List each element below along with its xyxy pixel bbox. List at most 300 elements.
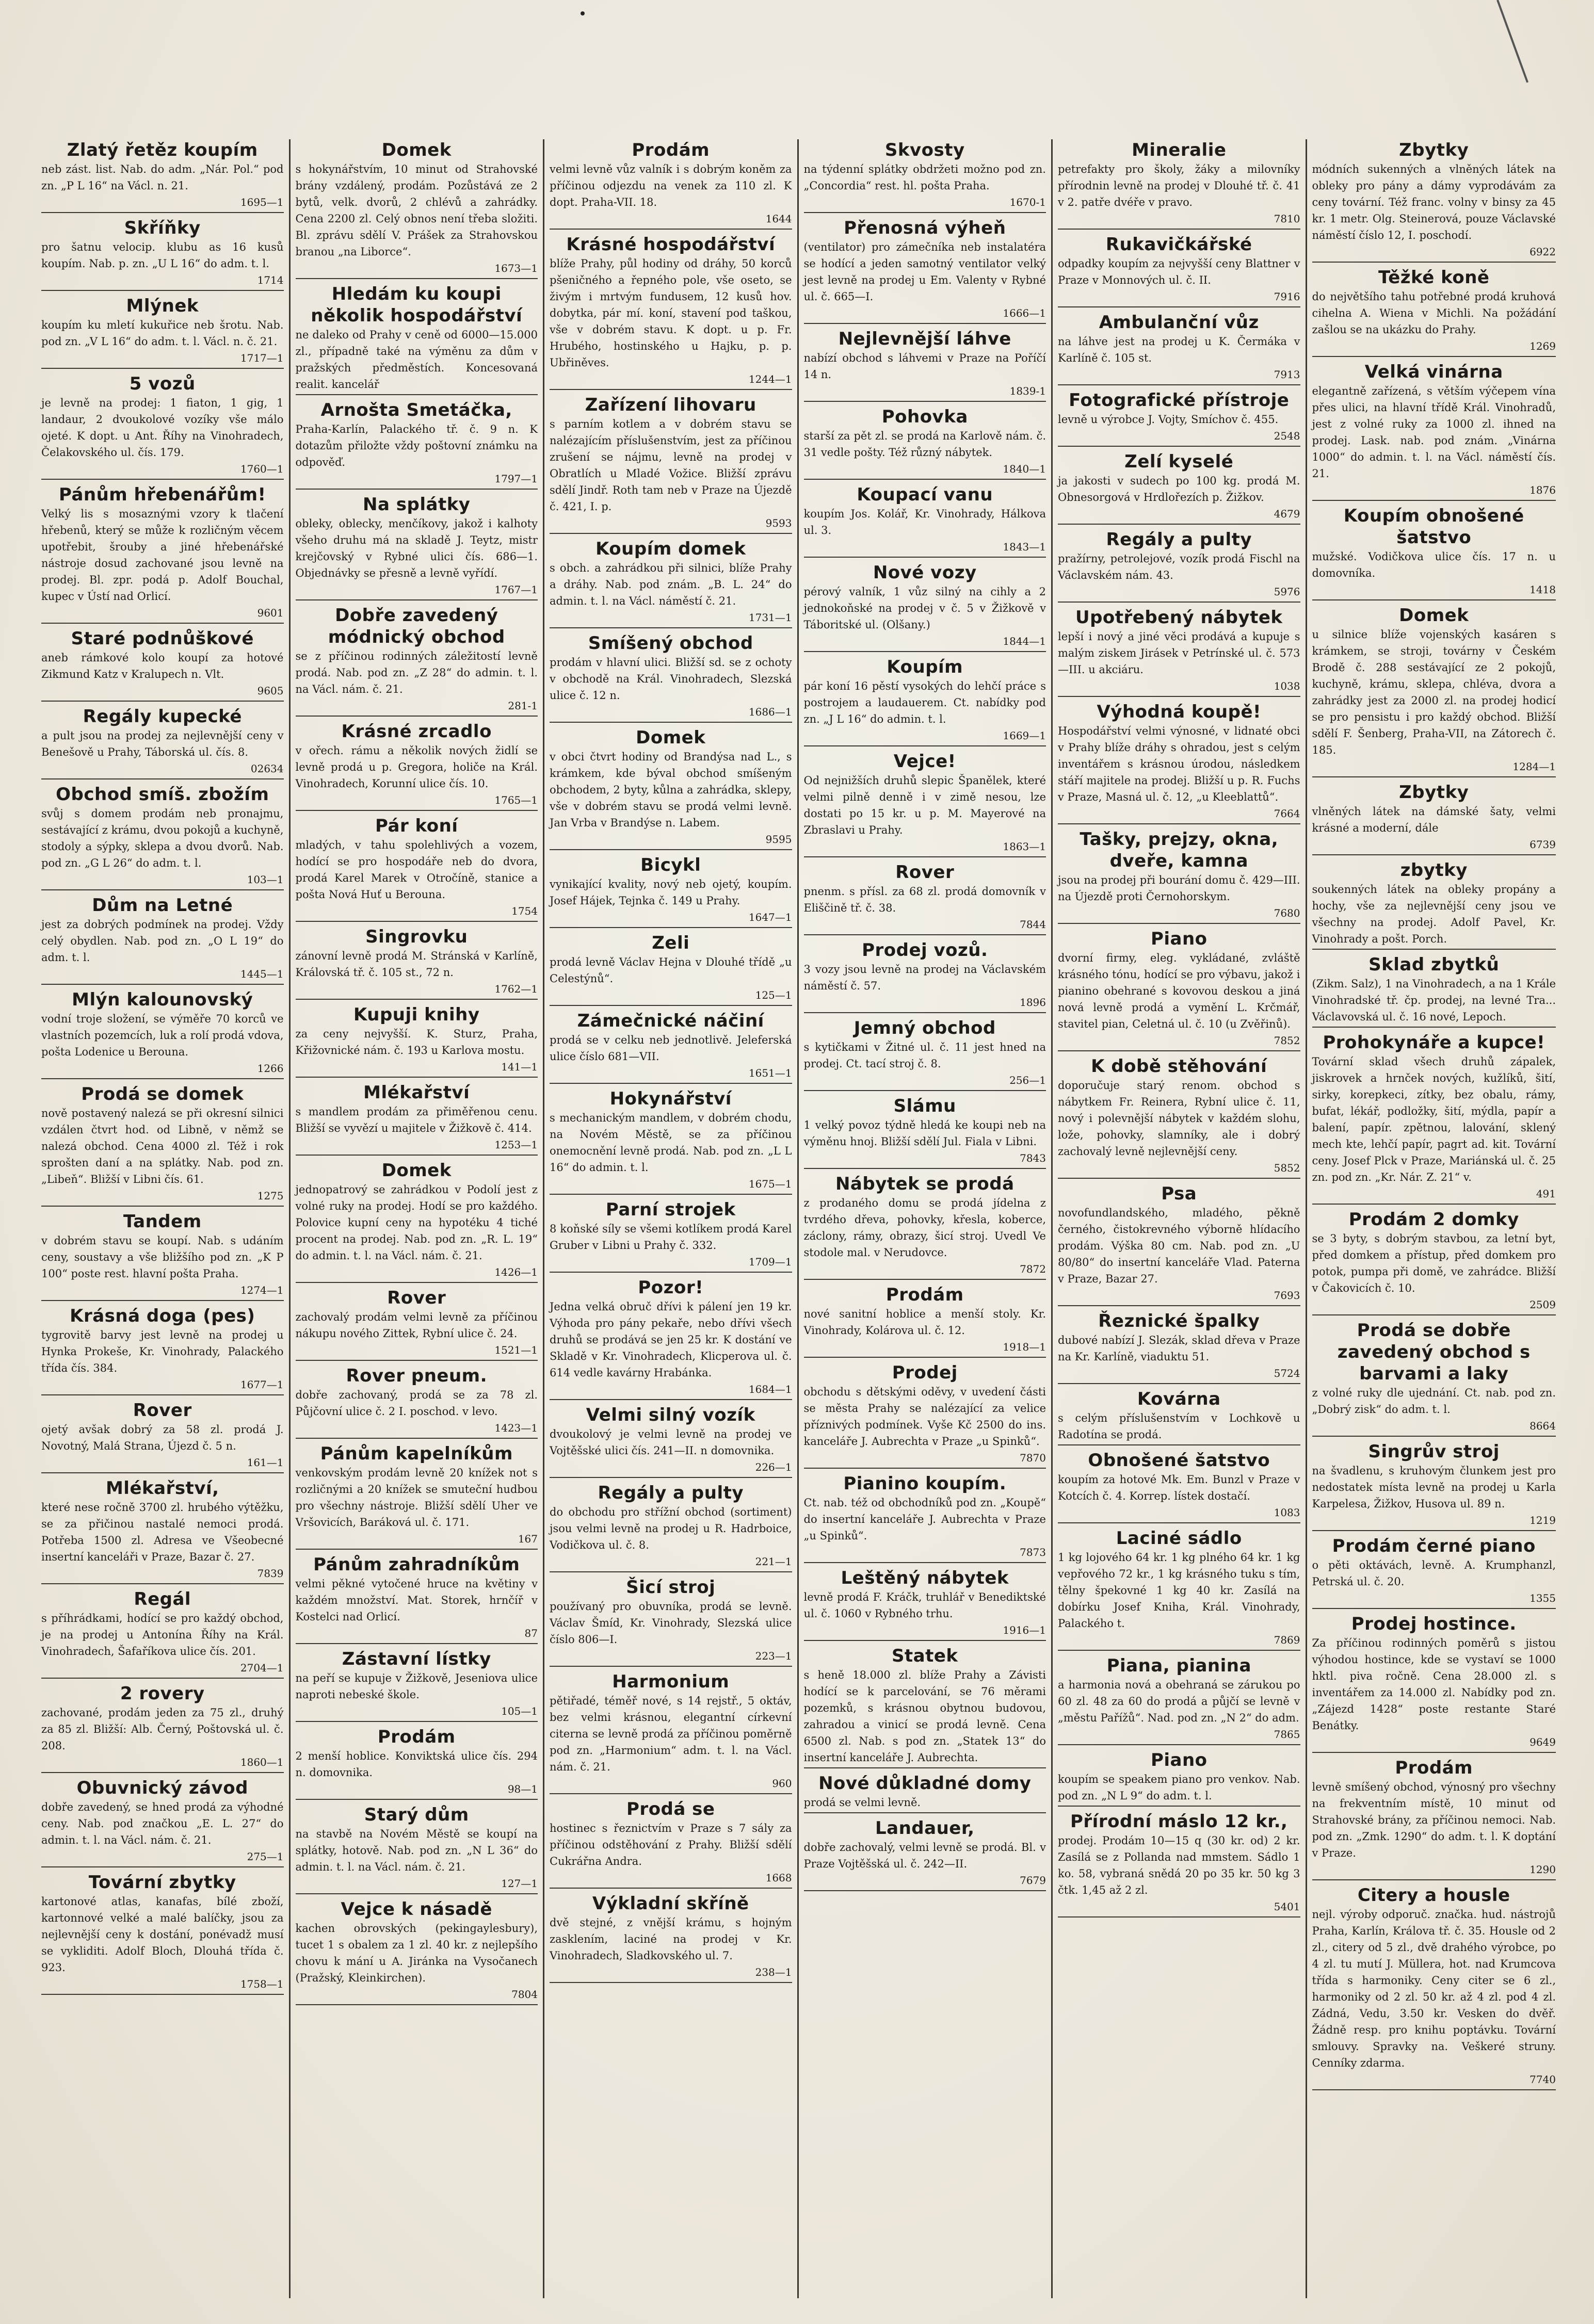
- ad-body: [804, 883, 1046, 933]
- ad-body: [41, 1421, 284, 1471]
- ad-title: Smíšený obchod: [588, 633, 753, 654]
- ad-title: Pánům zahradníkům: [313, 1554, 520, 1575]
- ad-text: prodá se velmi levně.: [803, 1796, 921, 1809]
- ad-divider: [41, 701, 284, 702]
- ad-body: [41, 1610, 284, 1676]
- ad-title: Nábytek se prodá: [835, 1174, 1015, 1194]
- classified-ad: [296, 1082, 538, 1156]
- ad-code: 87: [524, 1627, 538, 1639]
- ad-code: 1651—1: [748, 1067, 792, 1079]
- ad-body: [1058, 255, 1300, 305]
- classified-ad: [1058, 1655, 1300, 1745]
- ad-text: Za příčinou rodinných poměrů s jistou výhodou hostince, kde se vystaví se 1000 hktl. piva ročně. Cena 28.000 zl. s inventářem za 14.000 zl. Nabídky pod zn. „Zájezd 1428“ poste restante Staré Benátky.: [1312, 1637, 1556, 1732]
- ad-code: 1762—1: [494, 983, 538, 995]
- ad-divider: [1312, 1879, 1556, 1880]
- ad-title: Prodám: [377, 1727, 456, 1747]
- ad-code: 9595: [765, 833, 792, 846]
- ad-text: dvorní firmy, eleg. vykládané, zvláště krásného tónu, hodící se pro výbavu, jakož i pianino obehrané s kovovou deskou a jiná nová levně prodá a vymění L. Krčmář, stavitel pian, Celetná ul. č. 10 (u Zvěřinů).: [1058, 952, 1300, 1030]
- classified-ad: [296, 1898, 538, 2005]
- ad-divider: [41, 368, 284, 369]
- ad-divider: [550, 722, 792, 723]
- ad-body: [804, 1794, 1046, 1811]
- ad-text: pražírny, petrolejové, vozík prodá Fischl na Václavském nám. 43.: [1058, 552, 1300, 581]
- ad-code: 1670-1: [1009, 196, 1046, 208]
- ad-text: ne daleko od Prahy v ceně od 6000—15.000 zl., případně také na výměnu za dům v pražských předměstích. Koncesovaná realit. kancelář: [295, 329, 538, 391]
- classified-ad: [804, 217, 1046, 324]
- ad-code: 105—1: [501, 1705, 538, 1717]
- ad-code: 167: [518, 1533, 538, 1545]
- ad-title: Staré podnůškové: [71, 628, 254, 649]
- ad-divider: [1058, 1916, 1300, 1917]
- ad-text: s heně 18.000 zl. blíže Prahy a Závisti hodící se k parcelování, se 76 měrami pozemků, s krásnou obytnou budovou, zahradou a vinicí se prodá levně. Cena 6500 zl. Nab. s pod zn. „Statek 13“ do insertní kanceláře J. Aubrechta.: [803, 1669, 1046, 1764]
- ad-title: Skvosty: [884, 140, 965, 160]
- ad-divider: [550, 1005, 792, 1006]
- ad-body: [804, 506, 1046, 555]
- ad-body: [41, 916, 284, 982]
- ad-title: Hledám ku koupi několik hospodářství: [311, 284, 523, 326]
- ad-title: zbytky: [1400, 860, 1468, 881]
- column-2: [291, 139, 545, 2298]
- ad-code: 7664: [1274, 807, 1300, 820]
- ad-divider: [296, 394, 538, 395]
- ad-title: Ambulanční vůz: [1099, 312, 1259, 333]
- classified-ad: [41, 1588, 284, 1679]
- classified-ad: [296, 1287, 538, 1361]
- ad-text: 3 vozy jsou levně na prodej na Václavském náměstí č. 57.: [803, 963, 1046, 992]
- ad-body: [804, 1384, 1046, 1466]
- ad-body: [804, 161, 1046, 210]
- ad-code: 1083: [1274, 1506, 1300, 1519]
- ad-title: Citery a housle: [1357, 1885, 1510, 1906]
- ad-text: koupím ku mletí kukuřice neb šrotu. Nab. pod zn. „V L 16“ do adm. t. l. Václ. n. č. 21.: [41, 319, 284, 348]
- ad-code: 5724: [1274, 1367, 1300, 1379]
- ad-text: s mechanickým mandlem, v dobrém chodu, na Novém Městě, se za příčinou onemocnění levně prodá. Nab. pod zn. „L L 16“ do admin. t. l.: [550, 1112, 792, 1174]
- ad-divider: [550, 229, 792, 230]
- ad-title: Obuvnický závod: [76, 1778, 248, 1798]
- ad-divider: [1058, 1305, 1300, 1306]
- ad-code: 1355: [1529, 1592, 1556, 1604]
- ad-body: [296, 1826, 538, 1892]
- ad-text: mladých, v tahu spolehlivých a vozem, hodící se pro hospodáře neb do dvora, prodá Karel Marek v Otročíně, stanice a pošta Nová Huť u Berouna.: [295, 839, 538, 901]
- ad-divider: [1058, 1806, 1300, 1807]
- ad-divider: [296, 1799, 538, 1800]
- classified-ad: [1312, 1441, 1556, 1531]
- classified-ad: [296, 1554, 538, 1644]
- ad-divider: [550, 1477, 792, 1478]
- ad-body: [41, 805, 284, 888]
- ad-title: Prohokynáře a kupce!: [1323, 1032, 1545, 1053]
- ad-text: (ventilator) pro zámečníka neb instalatéra se hodící a jeden samotný ventilator velký jest levně na prodej u Em. Valenty v Rybné ul. č. 665—I.: [803, 241, 1046, 303]
- ad-body: [1312, 1385, 1556, 1434]
- ad-title: Obnošené šatstvo: [1088, 1450, 1270, 1471]
- ad-text: v ořech. rámu a několik nových židlí se levně prodá u p. Gregora, holiče na Král. Vinohradech, Korunní ulice čís. 10.: [295, 744, 538, 790]
- ad-title: Prodám černé piano: [1332, 1536, 1536, 1556]
- ad-body: [550, 1693, 792, 1792]
- ad-body: [296, 948, 538, 997]
- classified-ad: [41, 1083, 284, 1207]
- ad-body: [41, 1327, 284, 1393]
- ad-text: prodám v hlavní ulici. Bližší sd. se z ochoty v obchodě na Král. Vinohradech, Slezská ulice č. 12 n.: [550, 656, 792, 702]
- ad-divider: [1312, 500, 1556, 501]
- ad-divider: [296, 716, 538, 717]
- ad-divider: [1058, 696, 1300, 697]
- ad-text: jsou na prodej při bourání domu č. 429—III. na Újezdě proti Černohorskym.: [1058, 874, 1300, 903]
- ad-title: Tovární zbytky: [88, 1872, 236, 1893]
- classified-ad: [1058, 607, 1300, 697]
- ad-title: Nové vozy: [873, 562, 977, 583]
- classified-ad: [804, 751, 1046, 857]
- ad-divider: [296, 1360, 538, 1361]
- ad-code: 125—1: [755, 989, 792, 1001]
- ad-title: Rover: [133, 1400, 192, 1421]
- ad-code: 98—1: [507, 1783, 538, 1795]
- ad-body: [804, 1839, 1046, 1889]
- ad-text: s celým příslušenstvím v Lochkově u Radotína se prodá.: [1058, 1412, 1300, 1441]
- ad-body: [41, 1704, 284, 1770]
- ad-code: 4679: [1274, 508, 1300, 520]
- ad-text: zachovalý prodám velmi levně za příčinou nákupu nového Zittek, Rybní ulice č. 24.: [295, 1311, 538, 1340]
- ad-divider: [804, 1640, 1046, 1641]
- ad-text: do obchodu pro střížní obchod (sortiment) jsou velmi levně na prodej u R. Hadrboice, Vodičkova ul. č. 8.: [550, 1506, 792, 1551]
- ad-body: [550, 1426, 792, 1475]
- ad-body: [296, 1670, 538, 1719]
- ad-body: [296, 742, 538, 808]
- ad-text: starší za pět zl. se prodá na Karlově nám. č. 31 vedle pošty. Též různý nábytek.: [803, 430, 1046, 459]
- ad-text: mužské. Vodičkova ulice čís. 17 n. u domovníka.: [1312, 550, 1556, 579]
- ad-body: [804, 1117, 1046, 1166]
- ad-text: pérový valník, 1 vůz silný na cihly a 2 jednokoňské na prodej v č. 5 v Žižkově v Táboritské ul. (Olšany.): [803, 586, 1046, 631]
- classified-ad: [550, 1277, 792, 1400]
- classified-ad: [1312, 1320, 1556, 1437]
- ad-code: 1244—1: [748, 373, 792, 385]
- classified-ad: [1312, 1884, 1556, 2090]
- ad-body: [41, 1499, 284, 1582]
- ad-text: Tovární sklad všech druhů zápalek, jiskrovek a hrnček nových, kužlíků, šití, sirky, korepkeci, zítky, bez obalu, rámy, bufat, lékář, podložky, šití, mýdla, papír a balení, papír. zpětnou, lalování, sklený mech kte, lehčí papír, pagrt ad. kit. Tovární ceny. Josef Plck v Praze, Mariánská ul. č. 25 zn. pod zn. „Kr. Nár. Z. 21“ v.: [1312, 1055, 1556, 1183]
- ad-code: 1760—1: [240, 463, 284, 475]
- ad-divider: [1058, 446, 1300, 447]
- ad-title: Pianino koupím.: [843, 1473, 1007, 1494]
- ad-text: obchodu s dětskými oděvy, v uvedení části se města Prahy se nalézající za velice příznivých podmínek. Vyše Kč 2500 do ins. kanceláře J. Aubrechta v Praze „u Spinků“.: [803, 1386, 1046, 1448]
- ad-divider: [1058, 1744, 1300, 1745]
- ad-body: [1058, 950, 1300, 1049]
- ad-title: Parní strojek: [605, 1199, 736, 1220]
- ad-divider: [804, 1812, 1046, 1813]
- ad-text: na týdenní splátky obdržeti možno pod zn. „Concordia“ rest. hl. pošta Praha.: [803, 163, 1046, 192]
- classified-ad: [550, 234, 792, 390]
- ad-text: na peří se kupuje v Žižkově, Jeseniova ulice naproti nebeské škole.: [295, 1672, 538, 1701]
- ad-title: Rover: [895, 862, 955, 883]
- ad-body: [804, 1589, 1046, 1638]
- ad-body: [296, 1748, 538, 1797]
- ad-code: 103—1: [247, 873, 284, 886]
- ad-divider: [296, 2004, 538, 2005]
- ad-title: Na splátky: [363, 494, 471, 515]
- ad-title: Piano: [1150, 929, 1207, 949]
- ad-text: Velký lis s mosaznými vzory k tlačení hřebenů, který se může k rozličným věcem upotřebit, šrouby a jiné hřebenářské nástroje dosud zachované jsou levně na prodej. Bl. zpr. podá p. Adolf Bouchal, kupec v Ústí nad Orlicí.: [41, 508, 284, 603]
- ad-title: Starý dům: [364, 1805, 469, 1825]
- ad-code: 275—1: [247, 1850, 284, 1863]
- ad-divider: [41, 984, 284, 985]
- classified-ad: [1058, 1749, 1300, 1807]
- classified-ad: [1058, 451, 1300, 525]
- classified-ad: [804, 562, 1046, 652]
- classified-ad: [296, 494, 538, 600]
- classified-ad: [41, 373, 284, 480]
- ad-title: Řeznické špalky: [1098, 1311, 1260, 1331]
- ad-title: Zbytky: [1399, 140, 1469, 160]
- column-1: [36, 139, 291, 2298]
- ad-body: [550, 1032, 792, 1081]
- ad-text: s mandlem prodám za přiměřenou cenu. Bližší se vyvězí u majitele v Žižkově č. 414.: [295, 1106, 538, 1134]
- ad-divider: [804, 401, 1046, 402]
- ad-code: 1840—1: [1003, 463, 1046, 475]
- ad-divider: [804, 557, 1046, 558]
- classified-ad: [550, 1010, 792, 1084]
- ad-title: Bicykl: [640, 855, 701, 875]
- ad-text: je levně na prodej: 1 fiaton, 1 gig, 1 landaur, 2 dvoukolové vozíky vše málo ojeté. K dopt. u Ant. Říhy na Vinohradech, Čelakovského ul. čís. 179.: [41, 397, 284, 459]
- printing-dot: [581, 11, 585, 15]
- ad-text: (Zikm. Salz), 1 na Vinohradech, a na 1 Krále Vinohradské tř. čp. prodej, na levné Tra... Václavovská ul. č. 16 nové, Lepoch.: [1312, 978, 1556, 1023]
- ad-body: [804, 1306, 1046, 1355]
- ad-code: 1675—1: [748, 1178, 792, 1190]
- ad-title: Prodá se: [626, 1799, 715, 1819]
- ad-divider: [1312, 854, 1556, 855]
- classified-ad: [1312, 139, 1556, 263]
- ad-body: [296, 1309, 538, 1358]
- ad-divider: [804, 934, 1046, 935]
- ad-text: doporučuje starý renom. obchod s nábytkem Fr. Reinera, Rybní ulice č. 11, nový i polevnější nábytek v každém slohu, lože, pohovky, slamníky, ale i dobrý zachovalý levně nejlevnější ceny.: [1058, 1079, 1300, 1158]
- ad-text: na švadlenu, s kruhovým člunkem jest pro nedostatek místa levně na prodej u Karla Karpelesa, Žižkov, Husova ul. 89 n.: [1312, 1465, 1556, 1510]
- ad-body: [550, 255, 792, 387]
- ad-title: Leštěný nábytek: [841, 1568, 1009, 1588]
- ad-code: 7839: [257, 1567, 284, 1580]
- ad-divider: [296, 1549, 538, 1550]
- ad-divider: [550, 627, 792, 628]
- ad-text: dvoukolový je velmi levně na prodej ve Vojtěšské ulici čís. 241—II. n domovnika.: [550, 1428, 792, 1457]
- ad-title: Rover: [387, 1288, 446, 1308]
- classified-ad: [41, 1872, 284, 1995]
- ad-title: Koupím domek: [595, 539, 746, 559]
- ad-body: [1312, 288, 1556, 354]
- classified-ad: [804, 406, 1046, 480]
- ad-body: [41, 161, 284, 210]
- ad-title: Zlatý řetěz koupím: [67, 140, 258, 160]
- ad-title: Obchod smíš. zbožím: [56, 784, 269, 805]
- ad-divider: [1058, 384, 1300, 385]
- classified-columns: [36, 139, 1561, 2298]
- ad-title: Prodá se domek: [81, 1084, 244, 1104]
- classified-ad: [41, 1211, 284, 1301]
- ad-divider: [1058, 229, 1300, 230]
- ad-code: 1863—1: [1003, 840, 1046, 853]
- ad-code: 1754: [511, 905, 538, 917]
- ad-divider: [550, 1888, 792, 1889]
- ad-divider: [41, 1472, 284, 1473]
- ad-text: koupím Jos. Kolář, Kr. Vinohrady, Hálkova ul. 3.: [803, 508, 1046, 537]
- ad-body: [804, 772, 1046, 855]
- ad-divider: [550, 1571, 792, 1572]
- ad-code: 7913: [1274, 368, 1300, 381]
- ad-text: s hokynářstvím, 10 minut od Strahovské brány vzdálený, prodám. Pozůstává ze 2 bytů, velk. dvorů, 2 chlévů a zahrádky. Cena 2200 zl. Celý obnos není třeba složiti. Bl. zprávu sdělí V. Prášek za Strahovskou branou „na Liborce“.: [295, 163, 538, 258]
- ad-body: [41, 395, 284, 477]
- ad-code: 7869: [1274, 1634, 1300, 1646]
- ad-title: Kupuji knihy: [353, 1004, 480, 1025]
- ad-text: nabízí obchod s láhvemi v Praze na Poříčí 14 n.: [803, 352, 1046, 381]
- ad-title: Mlýn kalounovský: [72, 989, 253, 1010]
- ad-code: 161—1: [247, 1456, 284, 1469]
- ad-divider: [41, 1678, 284, 1679]
- ad-text: pro šatnu velocip. klubu as 16 kusů koupím. Nab. p. zn. „U L 16“ do adm. t. l.: [41, 241, 284, 270]
- ad-code: 1896: [1020, 996, 1046, 1009]
- ad-code: 7693: [1274, 1289, 1300, 1302]
- classified-ad: [1058, 701, 1300, 824]
- classified-ad: [41, 895, 284, 985]
- ad-body: [804, 350, 1046, 399]
- ad-code: 1916—1: [1003, 1624, 1046, 1636]
- ad-divider: [296, 278, 538, 279]
- ad-title: Kovárna: [1137, 1389, 1221, 1409]
- ad-body: [804, 1667, 1046, 1766]
- ad-title: Domek: [636, 727, 706, 748]
- ad-text: 2 menší hoblice. Konviktská ulice čís. 294 n. domovnika.: [295, 1750, 538, 1779]
- ad-body: [804, 239, 1046, 321]
- page-fold-line: [1496, 0, 1528, 83]
- ad-divider: [296, 1438, 538, 1439]
- ad-title: Jemný obchod: [854, 1018, 996, 1038]
- classified-ad: [296, 1726, 538, 1800]
- ad-divider: [804, 1279, 1046, 1280]
- ad-code: 1275: [257, 1190, 284, 1202]
- ad-text: 8 koňské síly se všemi kotlíkem prodá Karel Gruber v Libni u Prahy č. 332.: [550, 1223, 792, 1252]
- ad-text: z volné ruky dle ujednání. Ct. nab. pod zn. „Dobrý zisk“ do adm. t. l.: [1312, 1387, 1556, 1416]
- ad-divider: [1312, 1027, 1556, 1028]
- ad-code: 1274—1: [240, 1284, 284, 1296]
- ad-body: [550, 1110, 792, 1192]
- ad-title: Prodej hostince.: [1351, 1614, 1517, 1634]
- ad-code: 1686—1: [748, 706, 792, 718]
- ad-divider: [41, 1300, 284, 1301]
- ad-divider: [296, 489, 538, 490]
- ad-divider: [1058, 602, 1300, 603]
- ad-body: [804, 1039, 1046, 1088]
- ad-body: [41, 649, 284, 699]
- ad-title: Laciné sádlo: [1116, 1528, 1242, 1549]
- classified-ad: [550, 538, 792, 628]
- ad-text: používaný pro obuvníka, prodá se levně. Václav Šmíd, Kr. Vinohrady, Slezská ulice číslo 806—I.: [550, 1600, 792, 1646]
- classified-ad: [41, 1400, 284, 1473]
- ad-divider: [296, 599, 538, 600]
- classified-ad: [1312, 782, 1556, 855]
- ad-text: Od nejnižších druhů slepic Španělek, které velmi pilně denně i v zimě nesou, lze dostati po 15 kr. u p. M. Mayerové na Zbraslavi u Prahy.: [803, 774, 1046, 836]
- ad-title: Vejce k násadě: [341, 1899, 492, 1920]
- ad-body: [550, 654, 792, 720]
- ad-title: Koupím obnošené šatstvo: [1343, 506, 1524, 548]
- ad-code: 7740: [1529, 2073, 1556, 2086]
- ad-divider: [804, 212, 1046, 213]
- classified-ad: [1058, 928, 1300, 1051]
- ad-title: Přírodní máslo 12 kr.,: [1070, 1811, 1288, 1832]
- ad-title: Dům na Letné: [92, 895, 233, 916]
- classified-ad: [1058, 1450, 1300, 1523]
- ad-body: [550, 560, 792, 626]
- ad-title: Arnošta Smetáčka,: [320, 400, 512, 420]
- classified-ad: [804, 1817, 1046, 1891]
- ad-body: [1058, 161, 1300, 227]
- classified-ad: [550, 1798, 792, 1889]
- ad-title: Vejce!: [893, 751, 956, 772]
- ad-text: se z příčinou rodinných záležitostí levně prodá. Nab. pod zn. „Z 28“ do admin. t. l. na Václ. nám. č. 21.: [295, 650, 538, 695]
- ad-code: 1797—1: [494, 473, 538, 485]
- ad-code: 9593: [765, 517, 792, 529]
- ad-code: 7865: [1274, 1728, 1300, 1741]
- ad-divider: [1058, 1178, 1300, 1179]
- ad-text: vodní troje složení, se výměře 70 korců ve vlastních pozemcích, luk a rolí prodá vdova, pošta Lodenice u Berouna.: [41, 1013, 284, 1058]
- ad-divider: [1312, 1752, 1556, 1753]
- classified-ad: [296, 1004, 538, 1078]
- ad-divider: [1312, 1608, 1556, 1609]
- ad-divider: [550, 927, 792, 928]
- ad-divider: [41, 889, 284, 890]
- ad-divider: [804, 323, 1046, 324]
- ad-body: [1312, 161, 1556, 260]
- ad-text: prodej. Prodám 10—15 q (30 kr. od) 2 kr. Zasílá se z Pollanda nad mmstem. Sádlo 1 ko. 58, vybraná snědá 20 po 35 kr. 50 kg 3 čtk. 1,45 až 2 zl.: [1058, 1834, 1300, 1896]
- ad-title: Tandem: [123, 1211, 202, 1232]
- ad-body: [296, 515, 538, 598]
- ad-body: [41, 1799, 284, 1865]
- ad-title: Pozor!: [638, 1277, 704, 1298]
- ad-divider: [804, 1012, 1046, 1013]
- ad-code: 8664: [1529, 1420, 1556, 1432]
- ad-body: [550, 1914, 792, 1980]
- ad-title: Singrovku: [365, 927, 468, 947]
- classified-ad: [296, 1804, 538, 1894]
- ad-title: Pánům hřebenářům!: [58, 484, 266, 505]
- ad-body: [550, 1298, 792, 1397]
- ad-divider: [1058, 524, 1300, 525]
- ad-text: levně prodá F. Kráčk, truhlář v Benediktské ul. č. 1060 v Rybného trhu.: [803, 1591, 1046, 1620]
- ad-body: [550, 161, 792, 227]
- classified-ad: [804, 328, 1046, 402]
- classified-ad: [1312, 1209, 1556, 1315]
- classified-ad: [1058, 1388, 1300, 1445]
- ad-text: na láhve jest na prodej u K. Čermáka v Karlíně č. 105 st.: [1058, 335, 1300, 364]
- ad-text: nově postavený nalezá se při okresní silnici vzdálen čtvrt hod. od Libně, v němž se nalezá obchod. Cena 4000 zl. Též i rok sprošten daní a na splátky. Nab. pod zn. „Libeň“. Bližší v Libni čís. 61.: [41, 1107, 284, 1185]
- classified-ad: [296, 283, 538, 395]
- ad-title: Skříňky: [124, 218, 201, 238]
- ad-text: o pěti oktávách, levně. A. Krumphanzl, Petrská ul. č. 20.: [1312, 1559, 1556, 1588]
- classified-ad: [296, 1648, 538, 1722]
- ad-code: 7870: [1020, 1452, 1046, 1464]
- ad-divider: [1058, 1444, 1300, 1445]
- ad-body: [1058, 1549, 1300, 1648]
- ad-text: zachované, prodám jeden za 75 zl., druhý za 85 zl. Bližší: Alb. Černý, Poštovská ul. č. 208.: [41, 1707, 284, 1752]
- ad-code: 238—1: [755, 1966, 792, 1978]
- ad-divider: [296, 999, 538, 1000]
- ad-code: 1860—1: [240, 1756, 284, 1768]
- ad-text: pár koní 16 pěstí vysokých do lehčí práce s postrojem a laudauerem. Ct. nabídky pod zn. „J L 16“ do admin. t. l.: [803, 680, 1046, 725]
- ad-body: [1312, 1053, 1556, 1202]
- ad-code: 1677—1: [240, 1378, 284, 1391]
- classified-ad: [1312, 1757, 1556, 1880]
- ad-code: 1767—1: [494, 583, 538, 596]
- ad-divider: [296, 1155, 538, 1156]
- ad-divider: [41, 290, 284, 291]
- ad-title: Statek: [891, 1646, 958, 1666]
- ad-text: Praha-Karlín, Palackého tř. č. 9 n. K dotazům přiložte vždy poštovní známku na odpověď.: [295, 423, 538, 468]
- ad-body: [550, 876, 792, 925]
- classified-ad: [804, 139, 1046, 213]
- ad-code: 221—1: [755, 1555, 792, 1568]
